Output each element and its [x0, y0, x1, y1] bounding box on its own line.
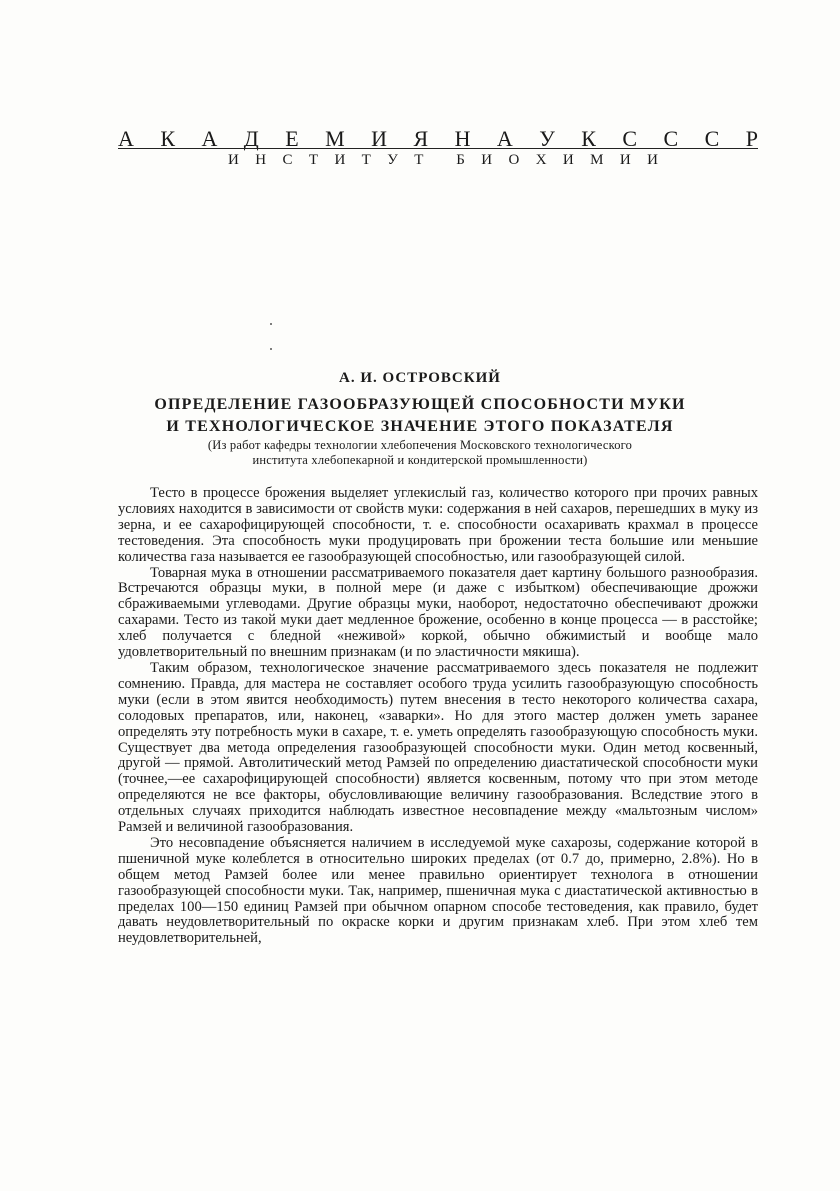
- header-letter: А: [201, 126, 218, 151]
- header-letter: Н: [255, 152, 267, 168]
- header-letter: И: [481, 152, 493, 168]
- header-letter: А: [118, 126, 134, 151]
- header-letter: И: [371, 126, 388, 151]
- title-line: ОПРЕДЕЛЕНИЕ ГАЗООБРАЗУЮЩЕЙ СПОСОБНОСТИ МУКИ: [154, 396, 686, 413]
- header-letter: К: [581, 126, 596, 151]
- title-line: И ТЕХНОЛОГИЧЕСКОЕ ЗНАЧЕНИЕ ЭТОГО ПОКАЗАТЕЛЯ: [166, 418, 674, 435]
- header-letter: Т: [361, 152, 371, 168]
- header-letter: У: [387, 152, 398, 168]
- header-letter: Н: [454, 126, 471, 151]
- body-paragraph: Таким образом, технологическое значение рассматриваемого здесь показателя не подлежит сомнению. Правда, для мастера не составляет особого труда усилить газообразующую способность муки (если в этом явится необходимость) путем внесения в тесто некоторого количества сахара, солодовых препаратов, или, наконец, «заварки». Но для этого мастер должен уметь заранее определять эту потребность муки в сахаре, т. е. уметь определять газообразующую способность муки. Существует два метода определения газообразующей способности муки. Один метод косвенный, другой — прямой. Автолитический метод Рамзей по определению диастатической способности муки (точнее,—ее сахарофицирующей способности) является косвенным, потому что при этом методе определяются не все факторы, обусловливающие величину газообразования. Вследствие этого в отдельных случаях приходится наблюдать известное несовпадение между «мальтозным числом» Рамзей и величиной газообразования.: [118, 659, 758, 836]
- author-name: А. И. ОСТРОВСКИЙ: [339, 370, 501, 386]
- scan-speck: [270, 323, 272, 325]
- header-rule: [118, 148, 758, 149]
- header-letter: К: [160, 126, 176, 151]
- header-letter: Д: [243, 126, 259, 151]
- header-letter: Х: [535, 152, 547, 168]
- body-paragraph: Товарная мука в отношении рассматриваемого показателя дает картину большого разнообразия. Встречаются образцы муки, в полной мере (и даже с избытком) обеспечивающие дрожжи сбраживаемыми углеводами. Другие образцы муки, наоборот, недостаточно обеспечивают дрожжи сахарами. Тесто из такой муки дает медленное брожение, особенно в конце процесса — в расстойке; хлеб получается с бледной «неживой» коркой, обычно обжимистый и вообще мало удовлетворительный по внешним признакам (и по эластичности мякиша).: [118, 564, 758, 661]
- header-letter: Я: [413, 126, 429, 151]
- body-paragraph: Тесто в процессе брожения выделяет углекислый газ, количество которого при прочих равных условиях находится в зависимости от свойств муки: содержания в ней сахаров, перешедших в муку из зерна, и ее сахарофицирующей способности, т. е. способности осахаривать крахмал в процессе тестоведения. Эта способность муки продуцировать при брожении теста большие или меньшие количества газа называется ее газообразующей способностью, или газообразующей силой.: [118, 485, 758, 565]
- header-letter: С: [704, 126, 720, 151]
- header-letter: Б: [456, 152, 465, 168]
- institute-header: [228, 152, 658, 169]
- header-letter: И: [228, 152, 239, 168]
- header-letter: М: [590, 152, 604, 168]
- article-source: [0, 438, 840, 468]
- source-line: (Из работ кафедры технологии хлебопечения Московского технологического: [207, 438, 633, 452]
- header-letter: И: [647, 152, 658, 168]
- header-letter: Р: [745, 126, 758, 151]
- article-body: [118, 486, 758, 947]
- body-paragraph: Это несовпадение объясняется наличием в исследуемой муке сахарозы, содержание которой в пшеничной муке колеблется в относительно широких пределах (от 0.7 до, примерно, 2.8%). Но в общем метод Рамзей более или менее правильно ориентирует технолога в отношении газообразующей способности муки. Так, например, пшеничная мука с диастатической активностью в пределах 100—150 единиц Рамзей при обычном опарном способе тестоведения, как правило, будет давать неудовлетворительный по окраске корки и другим признакам хлеб. При этом хлеб тем неудовлетворительней,: [118, 834, 758, 947]
- header-letter: С: [663, 126, 679, 151]
- header-letter: С: [622, 126, 638, 151]
- header-letter: О: [508, 152, 520, 168]
- header-letter: С: [282, 152, 293, 168]
- header-letter: Е: [285, 126, 299, 151]
- header-letter: А: [496, 126, 513, 151]
- article-title: [0, 394, 840, 438]
- header-letter: Т: [308, 152, 319, 168]
- header-letter: И: [619, 152, 631, 168]
- header-letter: Т: [414, 152, 424, 168]
- header-letter: У: [539, 126, 555, 151]
- header-letter: И: [334, 152, 346, 168]
- header-letter: И: [562, 152, 574, 168]
- source-line: института хлебопекарной и кондитерской промышленности): [252, 453, 588, 467]
- header-letter: М: [325, 126, 345, 151]
- scan-speck: [270, 348, 272, 350]
